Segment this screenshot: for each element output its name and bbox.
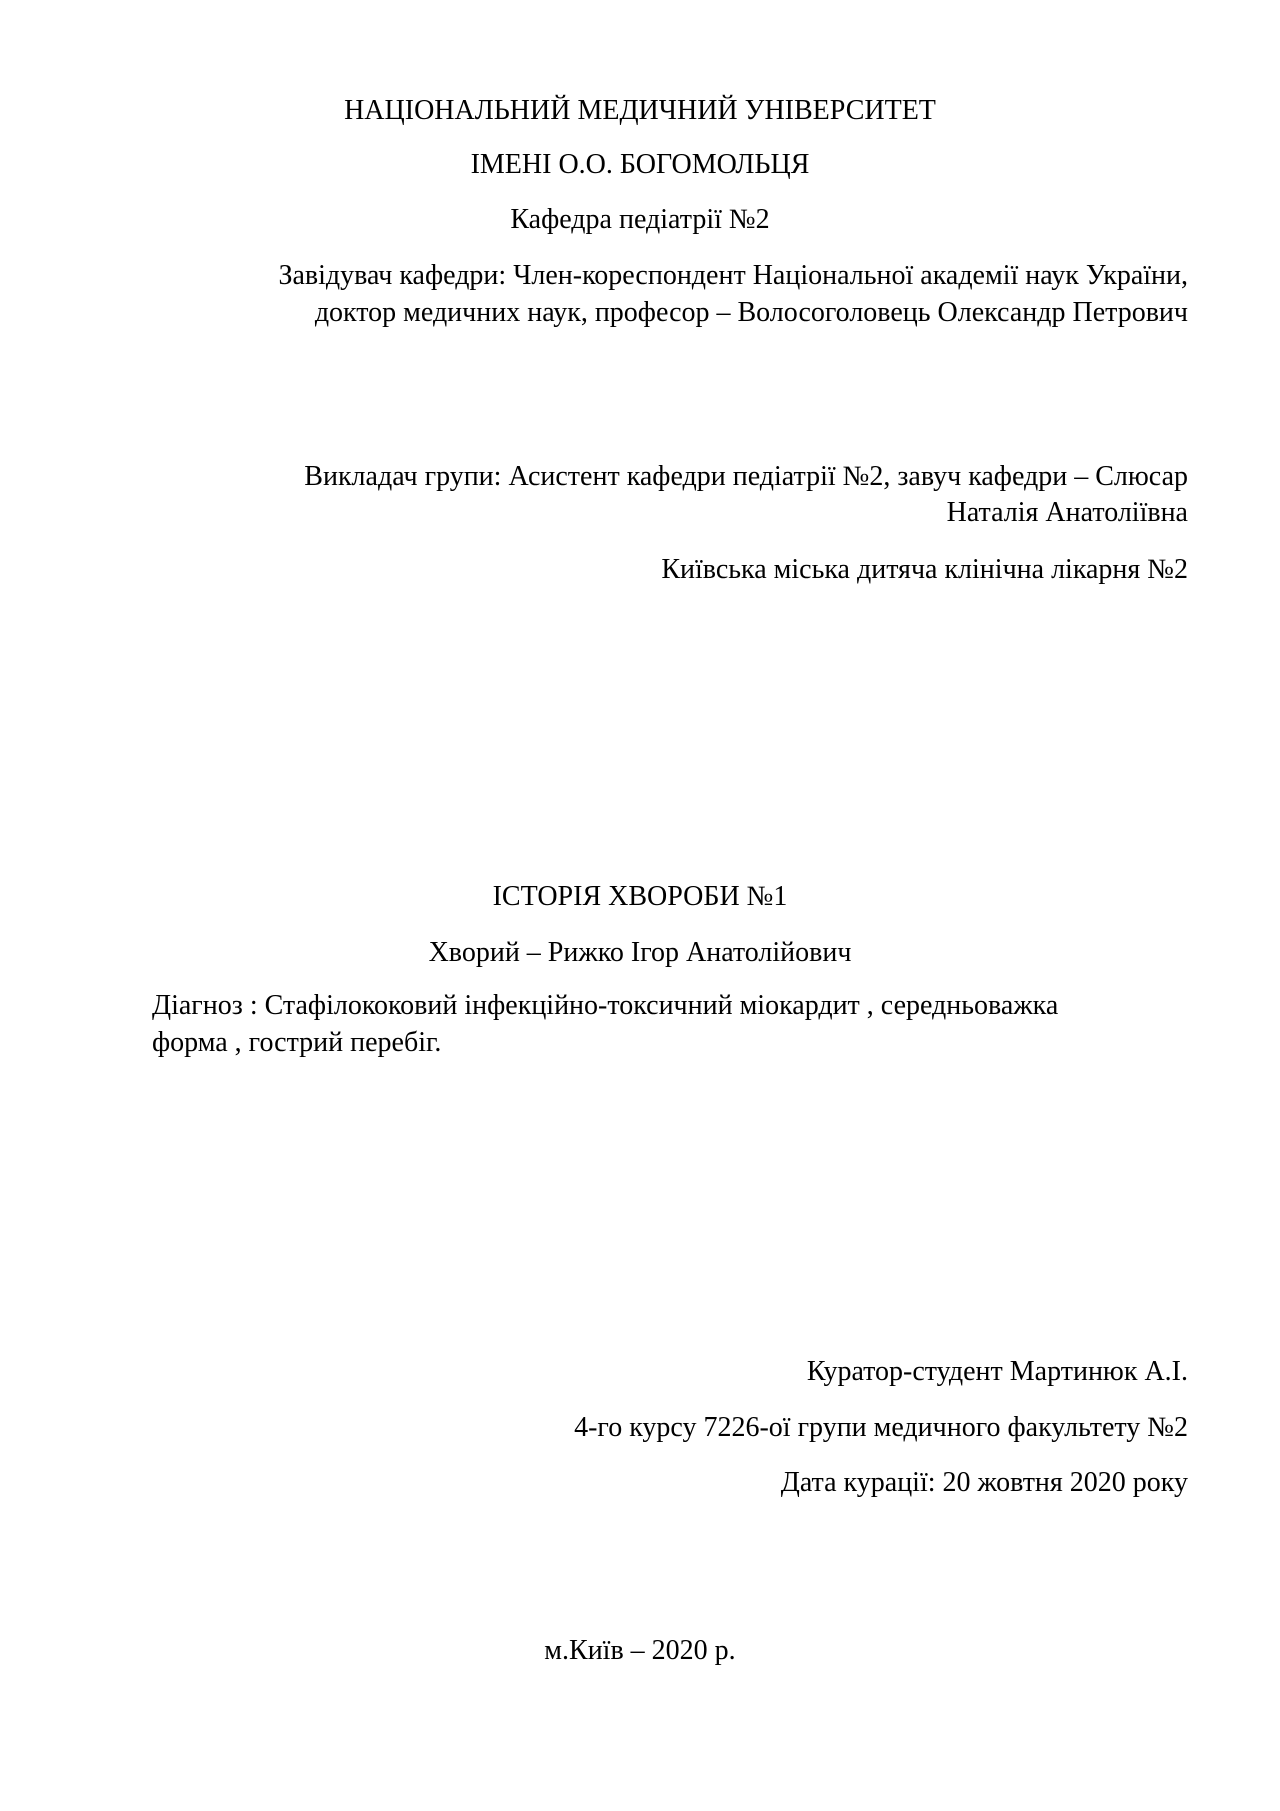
curator-group: 4-го курсу 7226-ої групи медичного факультету №2 (574, 1412, 1188, 1443)
curator-name: Куратор-студент Мартинюк А.І. (806, 1356, 1188, 1387)
diagnosis-line2: форма , гострий перебіг. (152, 1027, 442, 1058)
diagnosis-line1: Діагноз : Стафілококовий інфекційно-токсичний міокардит , середньоважка (152, 990, 1059, 1021)
head-of-department-line2: доктор медичних наук, професор – Волосоголовець Олександр Петрович (314, 297, 1188, 328)
head-of-department-line1: Завідувач кафедри: Член-кореспондент Національної академії наук України, (278, 260, 1188, 291)
instructor-line2: Наталія Анатоліївна (946, 497, 1188, 528)
university-name-line2: ІМЕНІ О.О. БОГОМОЛЬЦЯ (470, 149, 810, 180)
case-title: ІСТОРІЯ ХВОРОБИ №1 (492, 881, 788, 912)
patient-name: Хворий – Рижко Ігор Анатолійович (428, 937, 852, 968)
hospital-name: Київська міська дитяча клінічна лікарня №2 (661, 554, 1188, 585)
university-name-line1: НАЦІОНАЛЬНИЙ МЕДИЧНИЙ УНІВЕРСИТЕТ (344, 95, 936, 126)
instructor-line1: Викладач групи: Асистент кафедри педіатрії №2, завуч кафедри – Слюсар (304, 461, 1188, 492)
curation-date: Дата курації: 20 жовтня 2020 року (780, 1467, 1188, 1498)
department-name: Кафедра педіатрії №2 (510, 204, 770, 235)
place-and-year: м.Київ – 2020 р. (544, 1635, 736, 1666)
